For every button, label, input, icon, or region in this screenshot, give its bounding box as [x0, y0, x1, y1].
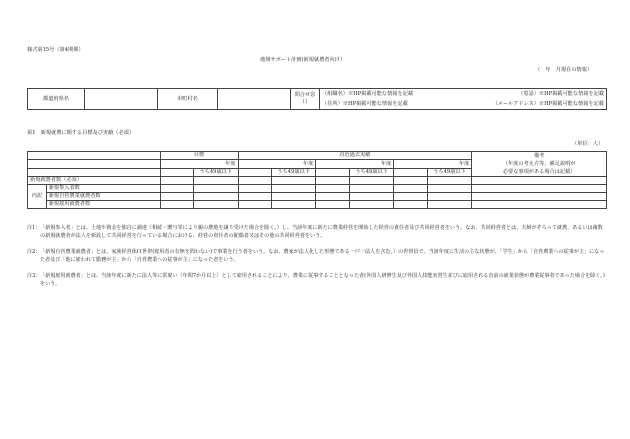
- actual3-total: [394, 168, 427, 176]
- target-year: 年度: [160, 160, 238, 168]
- target-sub: うち49歳以下: [193, 168, 238, 176]
- note-3-label: 注3：: [27, 273, 41, 279]
- notes-title: 備考: [533, 153, 545, 159]
- corner-cell-e: [28, 168, 47, 176]
- actual1-sub: うち49歳以下: [271, 168, 316, 176]
- note-2: [27, 248, 607, 265]
- address-text: （住所）※HP掲載可能な情報を記載: [322, 100, 408, 107]
- target-header: 目標: [160, 152, 238, 160]
- table-row: [28, 193, 607, 201]
- form-number: 様式第15号（第4関係）: [27, 47, 84, 53]
- target-total: [160, 168, 193, 176]
- breakdown-label: 内訳: [28, 185, 47, 209]
- note-1-label: 注1：: [27, 225, 41, 231]
- actual3-sub: うち49歳以下: [427, 168, 472, 176]
- table-row: [28, 177, 607, 185]
- note-2-label: 注2：: [27, 249, 41, 255]
- actual-year-2: 年度: [316, 160, 394, 168]
- unit-label: （単位：人）: [572, 141, 604, 147]
- pref-label: 都道府県名: [28, 89, 85, 110]
- city-value: [218, 89, 291, 110]
- city-label: 市町村名: [158, 89, 218, 110]
- note-1-text: 「新規参入者」とは、土地や資金を独自に調達（相続・贈与等により親の農地を譲り受けた場合を除く。）し、当該年度に新たに農業経営を開始した経営の責任者及び共同経営者をいう。なお、共同経営者とは、夫婦がそろって就農、あるいは複数の新規就農者が法人を新設して共同経営を行っている場合における、経営の責任者の配偶者又はその他の共同経営者をいう。: [40, 225, 603, 240]
- row-label-self-employed: 新規自営農業就農者数: [46, 193, 160, 201]
- section1-title: 第1 新規就農に関する目標及び実績（必須）: [27, 130, 135, 136]
- corner-cell-a: [28, 152, 47, 160]
- pref-value: [85, 89, 158, 110]
- table-row: [28, 185, 607, 193]
- corner-cell-d: [46, 160, 160, 168]
- notes-hint-2: 必要な事項がある場合は記載）: [502, 169, 576, 175]
- dept-text: （組織名）※HP掲載可能な情報を記載: [322, 90, 414, 97]
- actual2-total: [316, 168, 349, 176]
- as-of-date: （ 年 月現在の情報）: [535, 67, 593, 73]
- row-label-employed: 新規雇用就農者数: [46, 201, 160, 209]
- note-3-text: 「新規雇用就農者」とは、当該年度に新たに法人等に常雇い（年間7か月以上）として雇用されることにより、農業に従事することとなった者(外国人研修生及び外国人技能実習生並びに雇用される直前の就業状態が農業従事者であった場合を除く。)をいう。: [40, 273, 605, 288]
- phone-text: （電話）※HP掲載可能な情報を記載: [518, 90, 604, 97]
- targets-table: [27, 151, 607, 209]
- contact-line-2: [320, 99, 607, 110]
- corner-cell-b: [46, 152, 160, 160]
- header-table: [27, 88, 607, 110]
- corner-cell-c: [28, 160, 47, 168]
- contact-line-1: [320, 89, 607, 100]
- notes-hint-1: （年度の考え方等、補足説明が: [502, 161, 576, 167]
- page-title: 地域サポート計画(新規就農者向け）: [260, 57, 346, 63]
- note-3: [27, 272, 607, 289]
- corner-cell-f: [46, 168, 160, 176]
- actual-year-1: 年度: [238, 160, 316, 168]
- actual-year-3: 年度: [394, 160, 472, 168]
- row-label-new-entrants: 新規参入者数: [46, 185, 160, 193]
- contact-label: 問合せ窓口: [291, 89, 320, 110]
- table-row: [28, 201, 607, 209]
- row-label-total: 新規就農者数（必須）: [28, 177, 161, 185]
- actual1-total: [238, 168, 271, 176]
- notes-header: [472, 152, 607, 177]
- email-text: （メールアドレス）※HP掲載可能な情報を記載: [492, 100, 604, 107]
- actual-header: 直近過去実績: [238, 152, 472, 160]
- note-2-text: 「新規自営農業就農者」とは、家族経営体(1世帯(雇用者の有無を問わない)で事業を行う者をいう。なお、農家が法人化した形態である一戸一法人を含む。）の世帯員で、当該年度に生活の主な状態が、「学生」から「自営農業への従事が主」になった者及び「他に雇われて勤務が主」から「自営農業への従事が主」になった者をいう。: [40, 249, 605, 264]
- note-1: [27, 224, 607, 241]
- actual2-sub: うち49歳以下: [349, 168, 394, 176]
